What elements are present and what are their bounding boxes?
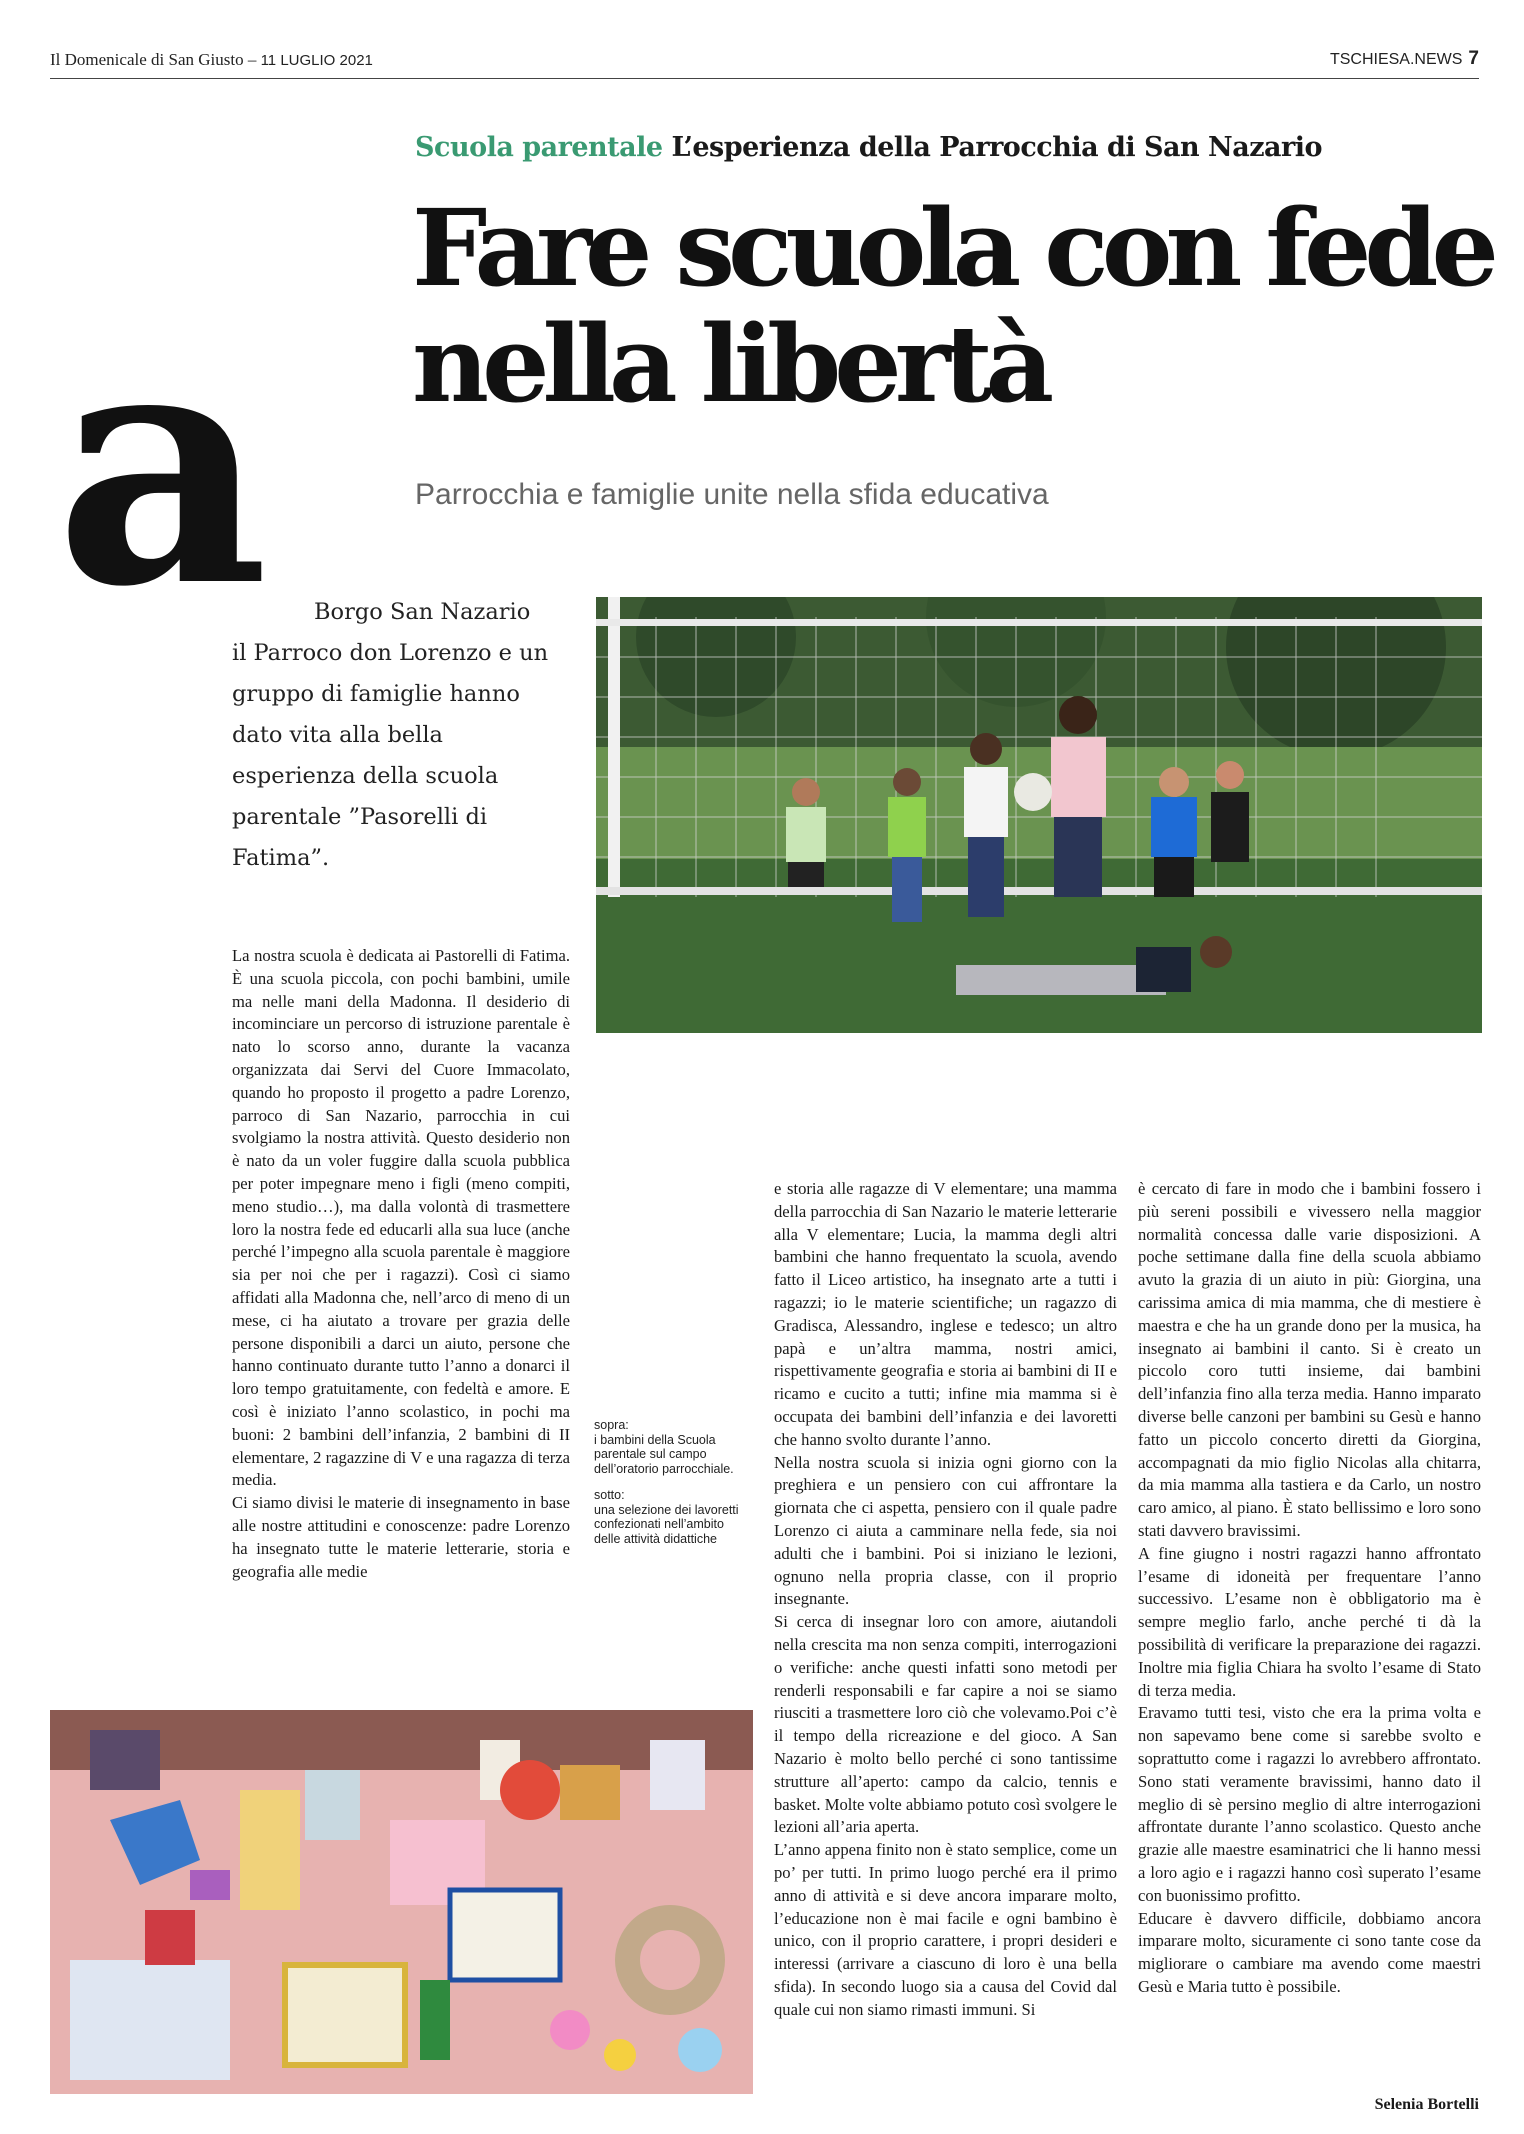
lead-first-line: Borgo San Nazario bbox=[314, 599, 531, 625]
body-paragraph: e storia alle ragazze di V elementare; una mamma della parrocchia di San Nazario le materie letterarie alla V elementare; Lucia, la mamma degli altri bambini che hanno frequentato la scuola, avendo fatto il Liceo artistico, ha insegnato arte a tutti i ragazzi; io le materie scientifiche; un ragazzo di Gradisca, Alessandro, inglese e tedesco; un altro papà e un’altra mamma, nostri amici, rispettivamente geografia e storia ai bambini di II e ricamo e cucito a tutti; infine mia mamma si è occupata dei bambini dell’infanzia e dei lavoretti che hanno svolto durante l’anno. bbox=[774, 1179, 1117, 1449]
kicker bbox=[415, 132, 1322, 163]
body-paragraph: Ci siamo divisi le materie di insegnamento in base alle nostre attitudini e conoscenze: padre Lorenzo ha insegnato tutte le materie letterarie, storia e geografia alle medie bbox=[232, 1493, 570, 1581]
photo-handmade-crafts bbox=[50, 1710, 753, 2094]
body-paragraph: A fine giugno i nostri ragazzi hanno affrontato l’esame di idoneità per frequentare l’anno successivo. L’esame non è obbligatorio ma è sempre meglio farlo, anche perché ti dà la possibilità di verificare la preparazione dei ragazzi. Inoltre mia figlia Chiara ha svolto l’esame di Stato di terza media. bbox=[1138, 1543, 1481, 1700]
photo-captions bbox=[594, 1418, 744, 1546]
body-paragraph: Si cerca di insegnar loro con amore, aiutandoli nella crescita ma non senza compiti, interrogazioni o verifiche: anche questi infatti sono metodi per renderli responsabili e far capire a noi se siamo riusciti a trasmettere loro ciò che volevamo.Poi c’è il tempo della ricreazione e del gioco. A San Nazario è molto bello perché ci sono tantissime strutture all’aperto: campo da calcio, tennis e basket. Molte volte abbiamo potuto così svolgere le lezioni all’aria aperta. bbox=[774, 1612, 1117, 1837]
running-header-left bbox=[50, 50, 373, 70]
body-column-3 bbox=[1138, 1178, 1481, 1999]
caption-above-label: sopra: bbox=[594, 1418, 629, 1432]
article-title: Fare scuola con fede nella libertà bbox=[412, 185, 1492, 426]
caption-below-text: una selezione dei lavoretti confezionati nell’ambito delle attività didattiche bbox=[594, 1502, 739, 1546]
page-number: 7 bbox=[1468, 48, 1479, 69]
publication-name: Il Domenicale di San Giusto bbox=[50, 50, 244, 69]
body-paragraph: La nostra scuola è dedicata ai Pastorelli di Fatima. È una scuola piccola, con pochi bambini, umile ma nelle mani della Madonna. Il desiderio di incominciare un percorso di istruzione parentale è nato lo scorso anno, durante la vacanza organizzata dai Servi del Cuore Immacolato, quando ho proposto il progetto a padre Lorenzo, parroco di San Nazario, parrocchia in cui svolgiamo la nostra attività. Questo desiderio non è nato da un voler fuggire dalla scuola pubblica per poter impegnare meno i figli (meno compiti, meno studio…), ma dalla volontà di trasmettere loro la nostra fede ed educarli alla sua luce (anche perché l’impegno alla scuola parentale è maggiore sia per noi che per i ragazzi). Così ci siamo affidati alla Madonna che, nell’arco di meno di un mese, ci ha aiutato a trovare per grazia delle persone disponibili a darci un aiuto, persone che hanno continuato durante tutto l’anno a donarci il loro tempo gratuitamente, con fedeltà e amore. E così è iniziato l’anno scolastico, in pochi ma buoni: 2 bambini dell’infanzia, 2 bambini di II elementare, 2 ragazzine di V e una ragazza di terza media. bbox=[232, 946, 570, 1490]
body-column-2 bbox=[774, 1178, 1117, 2021]
lead-rest: il Parroco don Lorenzo e un gruppo di famiglie hanno dato vita alla bella esperienza della scuola parentale ”Pasorelli di Fatima”. bbox=[232, 640, 549, 871]
issue-date: 11 LUGLIO 2021 bbox=[260, 52, 373, 69]
running-header-right bbox=[1330, 48, 1479, 70]
site-name: TSCHIESA.NEWS bbox=[1329, 51, 1463, 68]
body-paragraph: Nella nostra scuola si inizia ogni giorno con la preghiera e un pensiero con cui affrontare la giornata che ci aspetta, pensiero con il quale padre Lorenzo ci aiuta a camminare nella fede, sia noi adulti che i bambini. Poi si iniziano le lezioni, ognuno nella propria classe, con il proprio insegnante. bbox=[774, 1452, 1117, 1609]
body-paragraph: Eravamo tutti tesi, visto che era la prima volta e non sapevamo bene come si sarebbe svolto e soprattutto come i ragazzi lo avrebbero affrontato. Sono stati veramente bravissimi, hanno dato il meglio di sè persino meglio di altre interrogazioni affrontate durante l’anno scolastico. Questo anche grazie alle maestre esaminatrici che li hanno messi a loro agio e i ragazzi hanno così superato l’esame con buonissimo profitto. bbox=[1138, 1703, 1481, 1905]
topic-label: L’esperienza della Parrocchia di San Nazario bbox=[671, 132, 1323, 163]
body-paragraph: Educare è davvero difficile, dobbiamo ancora imparare molto, sicuramente ci sono tante cose da migliorare o cambiare ma avendo come maestri Gesù e Maria tutto è possibile. bbox=[1138, 1908, 1481, 1996]
caption-below-label: sotto: bbox=[594, 1488, 625, 1502]
header-rule bbox=[50, 78, 1479, 79]
photo-children-football-field bbox=[596, 597, 1482, 1033]
author-signature: Selenia Bortelli bbox=[1374, 2096, 1479, 2113]
article-subtitle: Parrocchia e famiglie unite nella sfida educativa bbox=[415, 478, 1049, 511]
header-separator: – bbox=[243, 50, 261, 69]
body-paragraph: L’anno appena finito non è stato semplice, come un po’ per tutti. In primo luogo perché era il primo anno di attività e si deve ancora imparare molto, l’educazione non è mai facile e ogni bambino è unico, con il proprio carattere, i propri desideri e interessi (arrivare a ciascuno di loro è una bella sfida). In secondo luogo sia a causa del Covid dal quale cui non siamo rimasti immuni. Si bbox=[774, 1840, 1117, 2019]
body-paragraph: è cercato di fare in modo che i bambini fossero i più sereni possibili e vivessero nella maggior normalità concessa dalle varie disposizioni. A poche settimane dalla fine della scuola abbiamo avuto la grazia di un aiuto in più: Giorgina, una carissima amica di mia mamma, che di mestiere è maestra e che ha un grande dono per la musica, ha insegnato ai bambini il canto. Si è creato un piccolo coro tutti insieme, dai bambini dell’infanzia fino alla terza media. Hanno imparato diverse belle canzoni per bambini su Gesù e hanno fatto un piccolo concerto diretti da Giorgina, accompagnati da mio figlio Nicolas alla chitarra, da mia mamma alla tastiera e da Carlo, un nostro caro amico, al piano. È stato bellissimo e loro sono stati davvero bravissimi. bbox=[1138, 1179, 1481, 1540]
lead-paragraph bbox=[232, 592, 572, 879]
caption-above-text: i bambini della Scuola parentale sul campo dell’oratorio parrocchiale. bbox=[594, 1432, 734, 1476]
section-label: Scuola parentale bbox=[415, 132, 663, 163]
drop-cap: a bbox=[55, 271, 259, 659]
body-column-1 bbox=[232, 945, 570, 1583]
